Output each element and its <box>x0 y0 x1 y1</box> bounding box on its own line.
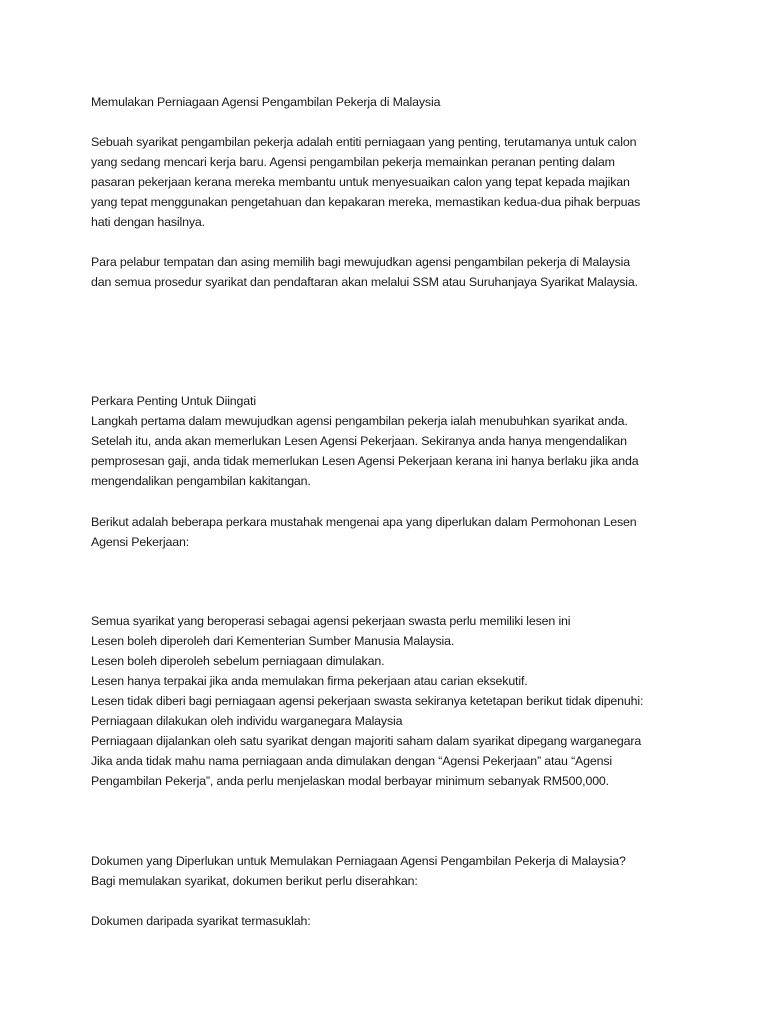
important-paragraph-line: Langkah pertama dalam mewujudkan agensi pengambilan pekerja ialah menubuhkan syarikat anda. <box>91 414 628 428</box>
requirements-list-item: Lesen tidak diberi bagi perniagaan agensi pekerjaan swasta sekiranya ketetapan berikut tidak dipenuhi: <box>91 694 644 708</box>
intro-paragraph-line: pasaran pekerjaan kerana mereka membantu untuk menyesuaikan calon yang tepat kepada majikan <box>91 175 630 189</box>
important-paragraph-line: mengendalikan pengambilan kakitangan. <box>91 474 311 488</box>
important-paragraph-line: pemprosesan gaji, anda tidak memerlukan Lesen Agensi Pekerjaan kerana ini hanya berlaku jika anda <box>91 454 639 468</box>
requirements-list-item: Perniagaan dijalankan oleh satu syarikat dengan majoriti saham dalam syarikat dipegang warganegara <box>91 734 642 748</box>
documents-intro: Bagi memulakan syarikat, dokumen berikut perlu diserahkan: <box>91 874 418 888</box>
important-heading: Perkara Penting Untuk Diingati <box>91 394 256 408</box>
company-documents-heading: Dokumen daripada syarikat termasuklah: <box>91 914 311 928</box>
intro-paragraph-line: yang tepat menggunakan pengetahuan dan kepakaran mereka, memastikan kedua-dua pihak berpuas <box>91 195 641 209</box>
document-title: Memulakan Perniagaan Agensi Pengambilan Pekerja di Malaysia <box>91 95 441 109</box>
requirements-list-item: Lesen boleh diperoleh sebelum perniagaan dimulakan. <box>91 654 385 668</box>
intro-paragraph-line: yang sedang mencari kerja baru. Agensi pengambilan pekerja memainkan peranan penting dalam <box>91 155 615 169</box>
requirements-list-item: Jika anda tidak mahu nama perniagaan anda dimulakan dengan “Agensi Pekerjaan” atau “Agensi <box>91 754 613 768</box>
investor-paragraph-line: Para pelabur tempatan dan asing memilih bagi mewujudkan agensi pengambilan pekerja di Malaysia <box>91 255 630 269</box>
requirements-list-item: Lesen hanya terpakai jika anda memulakan firma pekerjaan atau carian eksekutif. <box>91 674 528 688</box>
documents-heading: Dokumen yang Diperlukan untuk Memulakan Perniagaan Agensi Pengambilan Pekerja di Malaysia? <box>91 854 626 868</box>
requirements-list-item: Lesen boleh diperoleh dari Kementerian Sumber Manusia Malaysia. <box>91 634 455 648</box>
requirements-list-item: Pengambilan Pekerja”, anda perlu menjelaskan modal berbayar minimum sebanyak RM500,000. <box>91 774 609 788</box>
intro-paragraph-line: hati dengan hasilnya. <box>91 215 205 229</box>
intro-paragraph-line: Sebuah syarikat pengambilan pekerja adalah entiti perniagaan yang penting, terutamanya untuk calon <box>91 135 637 149</box>
requirements-intro-line: Agensi Pekerjaan: <box>91 535 190 549</box>
requirements-list-item: Semua syarikat yang beroperasi sebagai agensi pekerjaan swasta perlu memiliki lesen ini <box>91 614 571 628</box>
requirements-list-item: Perniagaan dilakukan oleh individu warganegara Malaysia <box>91 714 403 728</box>
important-paragraph-line: Setelah itu, anda akan memerlukan Lesen Agensi Pekerjaan. Sekiranya anda hanya mengendalikan <box>91 434 627 448</box>
requirements-intro-line: Berikut adalah beberapa perkara mustahak mengenai apa yang diperlukan dalam Permohonan Lesen <box>91 515 637 529</box>
investor-paragraph-line: dan semua prosedur syarikat dan pendaftaran akan melalui SSM atau Suruhanjaya Syarikat Malaysia. <box>91 275 638 289</box>
